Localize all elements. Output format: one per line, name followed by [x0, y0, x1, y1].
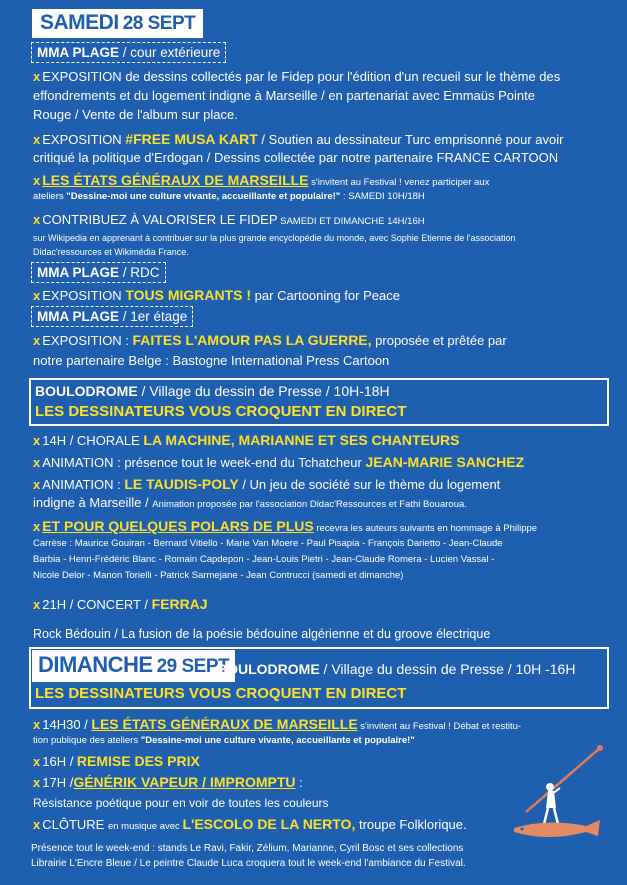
- sunday-day: DIMANCHE: [38, 652, 153, 677]
- sunday-heading: [32, 650, 235, 682]
- fish-boat-shape: [514, 820, 600, 837]
- jouster-leg-left: [544, 808, 548, 824]
- footer-line1: Présence tout le week-end : stands Le Ravi, Fakir, Zélium, Marianne, Cyril Bosc et ses collections: [31, 843, 464, 854]
- chorale-line: x 14H / CHORALE LA MACHINE, MARIANNE ET SES CHANTEURS: [33, 432, 460, 448]
- expo4-line1: x EXPOSITION : FAITES L'AMOUR PAS LA GUERRE, proposée et prêtée par: [33, 332, 507, 348]
- sunday-banner: LES DESSINATEURS VOUS CROQUENT EN DIRECT: [35, 685, 407, 702]
- saturday-day: SAMEDI: [40, 11, 119, 34]
- etats-line2: ateliers "Dessine-moi une culture vivante, accueillante et populaire!" : SAMEDI 10H/18H: [33, 191, 425, 202]
- lance-shape: [526, 748, 600, 812]
- saturday-heading: [32, 9, 203, 38]
- jouster-leg-right: [554, 808, 558, 824]
- venue-mma-plage-etage: MMA PLAGE / 1er étage: [31, 306, 193, 327]
- polars-line1: x ET POUR QUELQUES POLARS DE PLUS recevra les auteurs suivants en hommage à Philippe: [33, 518, 538, 534]
- animation2-line1: x ANIMATION : LE TAUDIS-POLY / Un jeu de société sur le thème du logement: [33, 476, 501, 492]
- expo1-line3: Rouge / Vente de l'album sur place.: [33, 107, 238, 122]
- polars-line2: Carrèse : Maurice Gouiran - Bernard Vitiello - Marie Van Moere - Paul Pisapia - François Darietto - Jean-Claude: [33, 538, 503, 549]
- boulodrome-saturday-banner: LES DESSINATEURS VOUS CROQUENT EN DIRECT: [35, 403, 407, 420]
- concert-line: x 21H / CONCERT / FERRAJ: [33, 596, 208, 612]
- expo2-line1: x EXPOSITION #FREE MUSA KART / Soutien au dessinateur Turc emprisonné pour avoir: [33, 131, 564, 147]
- fidep-line3: Didac'ressources et Wikimédia France.: [33, 247, 189, 257]
- generik-line: x 17H /GÉNÉRIK VAPEUR / IMPROMPTU :: [33, 774, 303, 790]
- fidep-line2: sur Wikipedia en apprenant à contribuer sur la plus grande encyclopédie du monde, avec Sophie Etienne de l'association: [33, 233, 516, 243]
- polars-line4: Nicole Delor - Manon Torielli - Patrick Sarmejane - Jean Contrucci (samedi et dimanche): [33, 570, 404, 581]
- jouster-head: [546, 783, 554, 791]
- footer-line2: Librairie L'Encre Bleue / Le peintre Claude Luca croquera tout le week-end l'ambiance du Festival.: [31, 858, 466, 869]
- cloture-line: x CLÔTURE en musique avec L'ESCOLO DE LA NERTO, troupe Folklorique.: [33, 816, 467, 832]
- sunday-date: 29 SEPT: [156, 656, 230, 677]
- polars-line3: Barbia - Henri-Frédéric Blanc - Romain Capdepon - Jean-Louis Pietri - Jean-Claude Romera - Lucien Vassal -: [33, 554, 495, 565]
- venue-mma-plage-rdc: MMA PLAGE / RDC: [31, 262, 166, 283]
- lance-tip: [597, 745, 603, 751]
- venue-mma-plage-exterieur: MMA PLAGE / cour extérieure: [31, 42, 226, 63]
- expo1-line1: x EXPOSITION de dessins collectés par le Fidep pour l'édition d'un recueil sur le thème des: [33, 69, 561, 84]
- fidep-line1: x CONTRIBUEZ À VALORISER LE FIDEP SAMEDI ET DIMANCHE 14H/16H: [33, 212, 425, 227]
- jouster-illustration: [508, 744, 608, 844]
- sunday-etats-line1: x 14H30 / LES ÉTATS GÉNÉRAUX DE MARSEILLE s'invitent au Festival ! Débat et restitu-: [33, 716, 522, 732]
- expo3-line: x EXPOSITION TOUS MIGRANTS ! par Cartooning for Peace: [33, 287, 400, 303]
- expo1-line2: effondrements et du logement indigne à Marseille / en partenariat avec Emmaüs Pointe: [33, 88, 535, 103]
- generik-description: Résistance poétique pour en voir de toutes les couleurs: [33, 796, 329, 810]
- etats-line1: x LES ÉTATS GÉNÉRAUX DE MARSEILLE s'invitent au Festival ! venez participer aux: [33, 172, 490, 188]
- expo2-line2: critiqué la politique d'Erdogan / Dessins collectée par notre partenaire FRANCE CARTOON: [33, 150, 559, 165]
- fish-eye: [521, 828, 524, 831]
- boulodrome-saturday-title: BOULODROME / Village du dessin de Presse / 10H-18H: [35, 383, 390, 399]
- sunday-frame: [29, 647, 609, 709]
- saturday-date: 28 SEPT: [122, 13, 196, 34]
- boulodrome-saturday-frame: [29, 378, 609, 426]
- expo4-line2: notre partenaire Belge : Bastogne International Press Cartoon: [33, 353, 390, 368]
- sunday-venue: BOULODROME / Village du dessin de Presse / 10H -16H: [217, 661, 576, 677]
- prix-line: x 16H / REMISE DES PRIX: [33, 753, 200, 769]
- sunday-etats-line2: tion publique des ateliers "Dessine-moi une culture vivante, accueillante et populaire!": [33, 735, 415, 746]
- concert-description: Rock Bédouin / La fusion de la poésie bédouine algérienne et du groove électrique: [33, 627, 491, 641]
- animation1-line: x ANIMATION : présence tout le week-end du Tchatcheur JEAN-MARIE SANCHEZ: [33, 454, 525, 470]
- animation2-line2: indigne à Marseille / Animation proposée par l'association Didac'Ressources et Fathi Bouaroua.: [33, 495, 467, 510]
